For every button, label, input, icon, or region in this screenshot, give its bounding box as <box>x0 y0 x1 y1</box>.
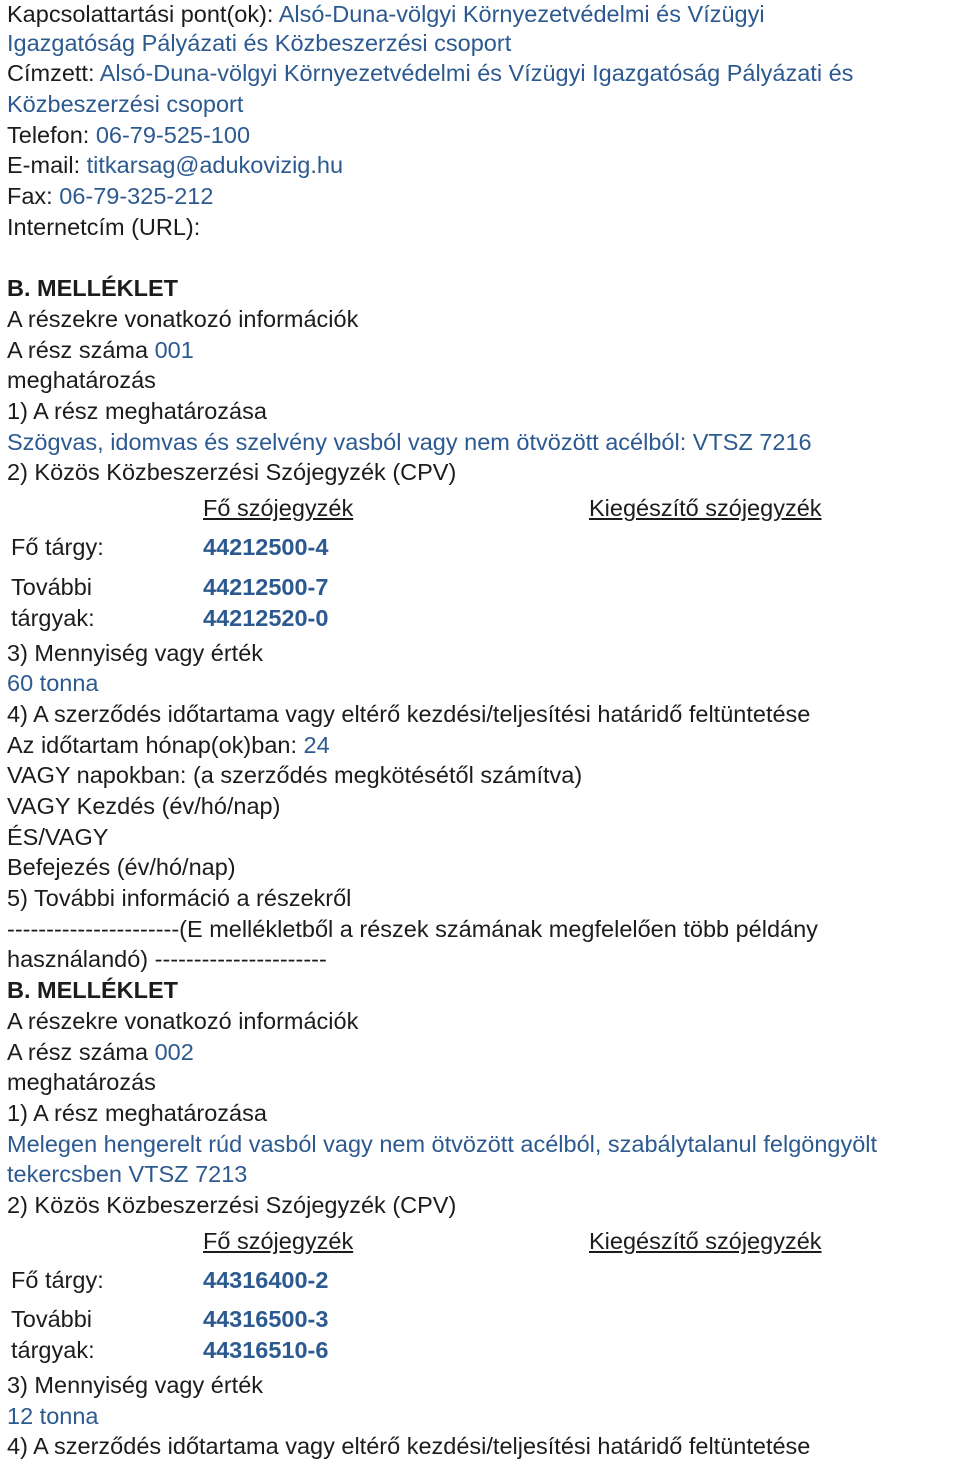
main-object-code: 44212500-4 <box>203 534 329 560</box>
main-object-label: Fő tárgy: <box>11 1267 104 1293</box>
separator-note-cont: használandó) ---------------------- <box>7 946 327 972</box>
contact-point-label: Kapcsolattartási pont(ok): <box>7 1 274 27</box>
part-description-cont: tekercsben VTSZ 7213 <box>7 1161 248 1187</box>
quantity-value: 60 tonna <box>7 670 99 696</box>
fax-line <box>7 182 213 210</box>
additional-label: További <box>11 574 92 600</box>
additional-code: 44316500-3 <box>203 1306 329 1332</box>
fax-label: Fax: <box>7 183 53 209</box>
cpv-supp-header: Kiegészítő szójegyzék <box>589 495 822 521</box>
quantity-heading: 3) Mennyiség vagy érték <box>7 640 264 666</box>
additional-label: További <box>11 1306 92 1332</box>
phone-value: 06-79-525-100 <box>95 122 251 148</box>
duration-value: 24 <box>303 732 330 758</box>
main-object-label: Fő tárgy: <box>11 534 104 560</box>
url-label: Internetcím (URL): <box>7 214 201 240</box>
contact-point-value: Alsó-Duna-völgyi Környezetvédelmi és Vízügyi <box>278 1 765 27</box>
cpv-main-header: Fő szójegyzék <box>203 1228 354 1254</box>
definition-label: meghatározás <box>7 367 156 393</box>
part-description: Szögvas, idomvas és szelvény vasból vagy nem ötvözött acélból: VTSZ 7216 <box>7 429 812 455</box>
part-number-line <box>7 336 194 364</box>
definition-label: meghatározás <box>7 1069 156 1095</box>
cpv-supp-header: Kiegészítő szójegyzék <box>589 1228 822 1254</box>
further-info-heading: 5) További információ a részekről <box>7 885 352 911</box>
part-number-line <box>7 1038 194 1066</box>
duration-line <box>7 731 330 759</box>
quantity-value: 12 tonna <box>7 1403 99 1429</box>
separator-note: ----------------------(E mellékletből a részek számának megfelelően több példány <box>7 916 818 942</box>
days-label: VAGY napokban: (a szerződés megkötésétől számítva) <box>7 762 583 788</box>
additional-label-cont: tárgyak: <box>11 1337 95 1363</box>
and-or-label: ÉS/VAGY <box>7 824 109 850</box>
fax-value: 06-79-325-212 <box>59 183 214 209</box>
main-object-code: 44316400-2 <box>203 1267 329 1293</box>
additional-code: 44212500-7 <box>203 574 329 600</box>
recipient-value: Alsó-Duna-völgyi Környezetvédelmi és Vízügyi Igazgatóság Pályázati és <box>99 60 854 86</box>
annex-subtitle: A részekre vonatkozó információk <box>7 1008 359 1034</box>
email-line <box>7 151 343 179</box>
recipient-line <box>7 59 853 87</box>
duration-heading: 4) A szerződés időtartama vagy eltérő kezdési/teljesítési határidő feltüntetése <box>7 701 811 727</box>
contact-point-value-cont: Igazgatóság Pályázati és Közbeszerzési csoport <box>7 30 512 56</box>
part-number-value: 002 <box>154 1039 194 1065</box>
additional-code: 44212520-0 <box>203 605 329 631</box>
additional-label-cont: tárgyak: <box>11 605 95 631</box>
part-description: Melegen hengerelt rúd vasból vagy nem ötvözött acélból, szabálytalanul felgöngyölt <box>7 1131 878 1157</box>
start-label: VAGY Kezdés (év/hó/nap) <box>7 793 281 819</box>
duration-heading: 4) A szerződés időtartama vagy eltérő kezdési/teljesítési határidő feltüntetése <box>7 1433 811 1459</box>
definition-heading: 1) A rész meghatározása <box>7 398 267 424</box>
additional-code: 44316510-6 <box>203 1337 329 1363</box>
part-number-label: A rész száma <box>7 337 149 363</box>
phone-label: Telefon: <box>7 122 90 148</box>
recipient-value-cont: Közbeszerzési csoport <box>7 91 244 117</box>
annex-title: B. MELLÉKLET <box>7 977 179 1003</box>
annex-title: B. MELLÉKLET <box>7 275 179 301</box>
cpv-heading: 2) Közös Közbeszerzési Szójegyzék (CPV) <box>7 1192 457 1218</box>
part-number-label: A rész száma <box>7 1039 149 1065</box>
part-number-value: 001 <box>154 337 194 363</box>
end-label: Befejezés (év/hó/nap) <box>7 854 236 880</box>
annex-subtitle: A részekre vonatkozó információk <box>7 306 359 332</box>
contact-point-line <box>7 0 765 28</box>
quantity-heading: 3) Mennyiség vagy érték <box>7 1372 264 1398</box>
recipient-label: Címzett: <box>7 60 95 86</box>
email-label: E-mail: <box>7 152 81 178</box>
duration-label: Az időtartam hónap(ok)ban: <box>7 732 297 758</box>
email-value: titkarsag@adukovizig.hu <box>86 152 344 178</box>
definition-heading: 1) A rész meghatározása <box>7 1100 267 1126</box>
phone-line <box>7 121 250 149</box>
cpv-main-header: Fő szójegyzék <box>203 495 354 521</box>
cpv-heading: 2) Közös Közbeszerzési Szójegyzék (CPV) <box>7 459 457 485</box>
